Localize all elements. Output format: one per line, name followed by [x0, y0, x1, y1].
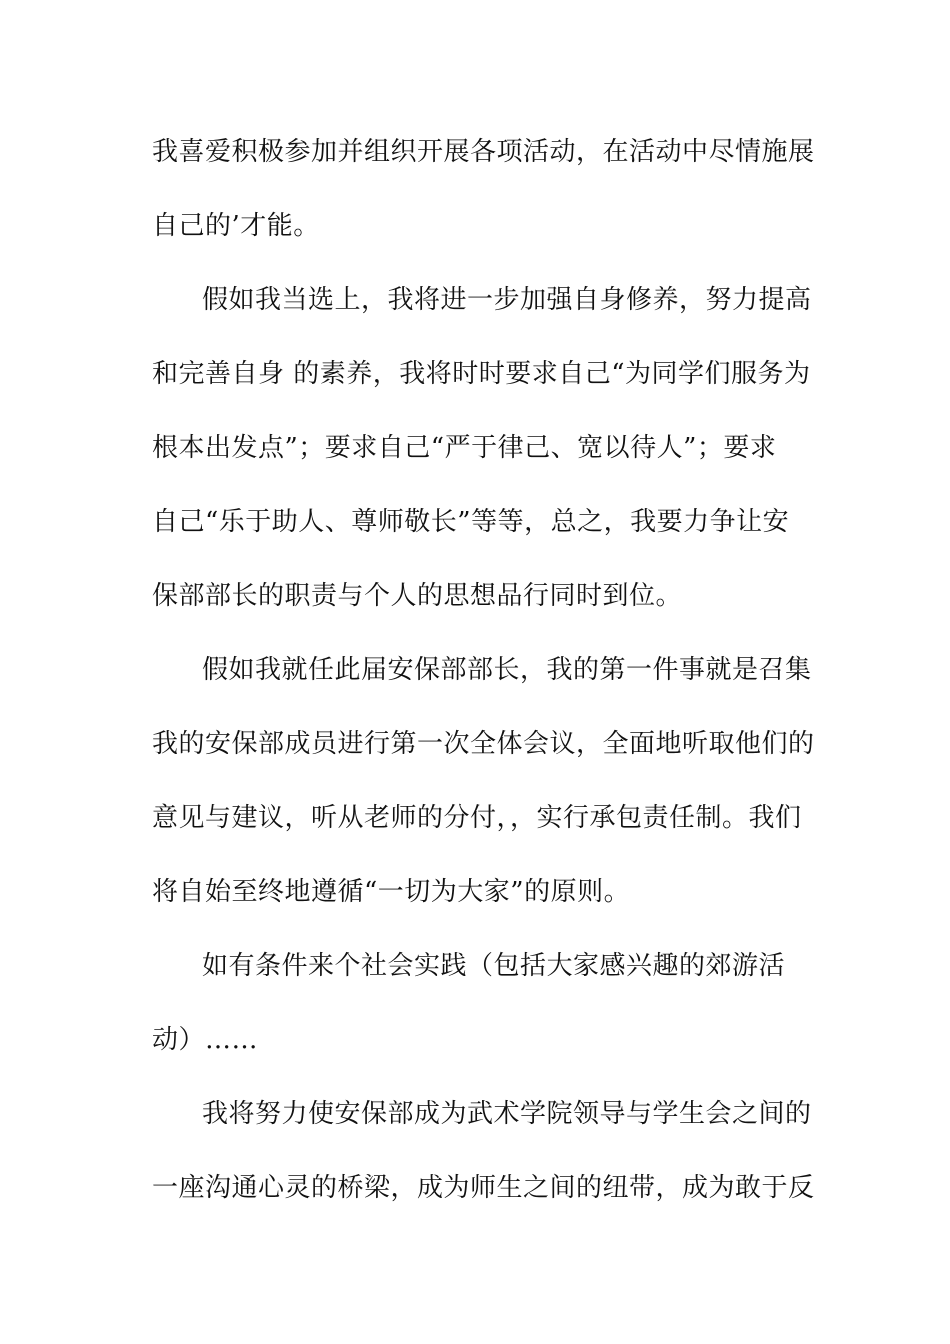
- text-line: 一座沟通心灵的桥梁，成为师生之间的纽带，成为敢于反: [152, 1173, 815, 1203]
- paragraph-start-line: 假如我就任此届安保部部长，我的第一件事就是召集: [202, 655, 812, 685]
- text-line: 自己的’才能。: [152, 211, 320, 241]
- text-line: 我喜爱积极参加并组织开展各项活动，在活动中尽情施展: [152, 137, 815, 167]
- text-line: 保部部长的职责与个人的思想品行同时到位。: [152, 581, 683, 611]
- text-line: 我的安保部成员进行第一次全体会议，全面地听取他们的: [152, 729, 815, 759]
- text-line: 意见与建议，听从老师的分付，，实行承包责任制。我们: [152, 803, 802, 833]
- text-line: 自己“乐于助人、尊师敬长”等等，总之，我要力争让安: [152, 507, 790, 537]
- text-line: 动）……: [152, 1025, 259, 1055]
- paragraph-start-line: 如有条件来个社会实践（包括大家感兴趣的郊游活: [202, 951, 786, 981]
- paragraph-start-line: 假如我当选上，我将进一步加强自身修养，努力提高: [202, 285, 812, 315]
- paragraph-start-line: 我将努力使安保部成为武术学院领导与学生会之间的: [202, 1099, 812, 1129]
- text-line: 和完善自身 的素养，我将时时要求自己“为同学们服务为: [152, 359, 811, 389]
- text-line: 根本出发点”；要求自己“严于律己、宽以待人”；要求: [152, 433, 777, 463]
- text-line: 将自始至终地遵循“一切为大家”的原则。: [152, 877, 631, 907]
